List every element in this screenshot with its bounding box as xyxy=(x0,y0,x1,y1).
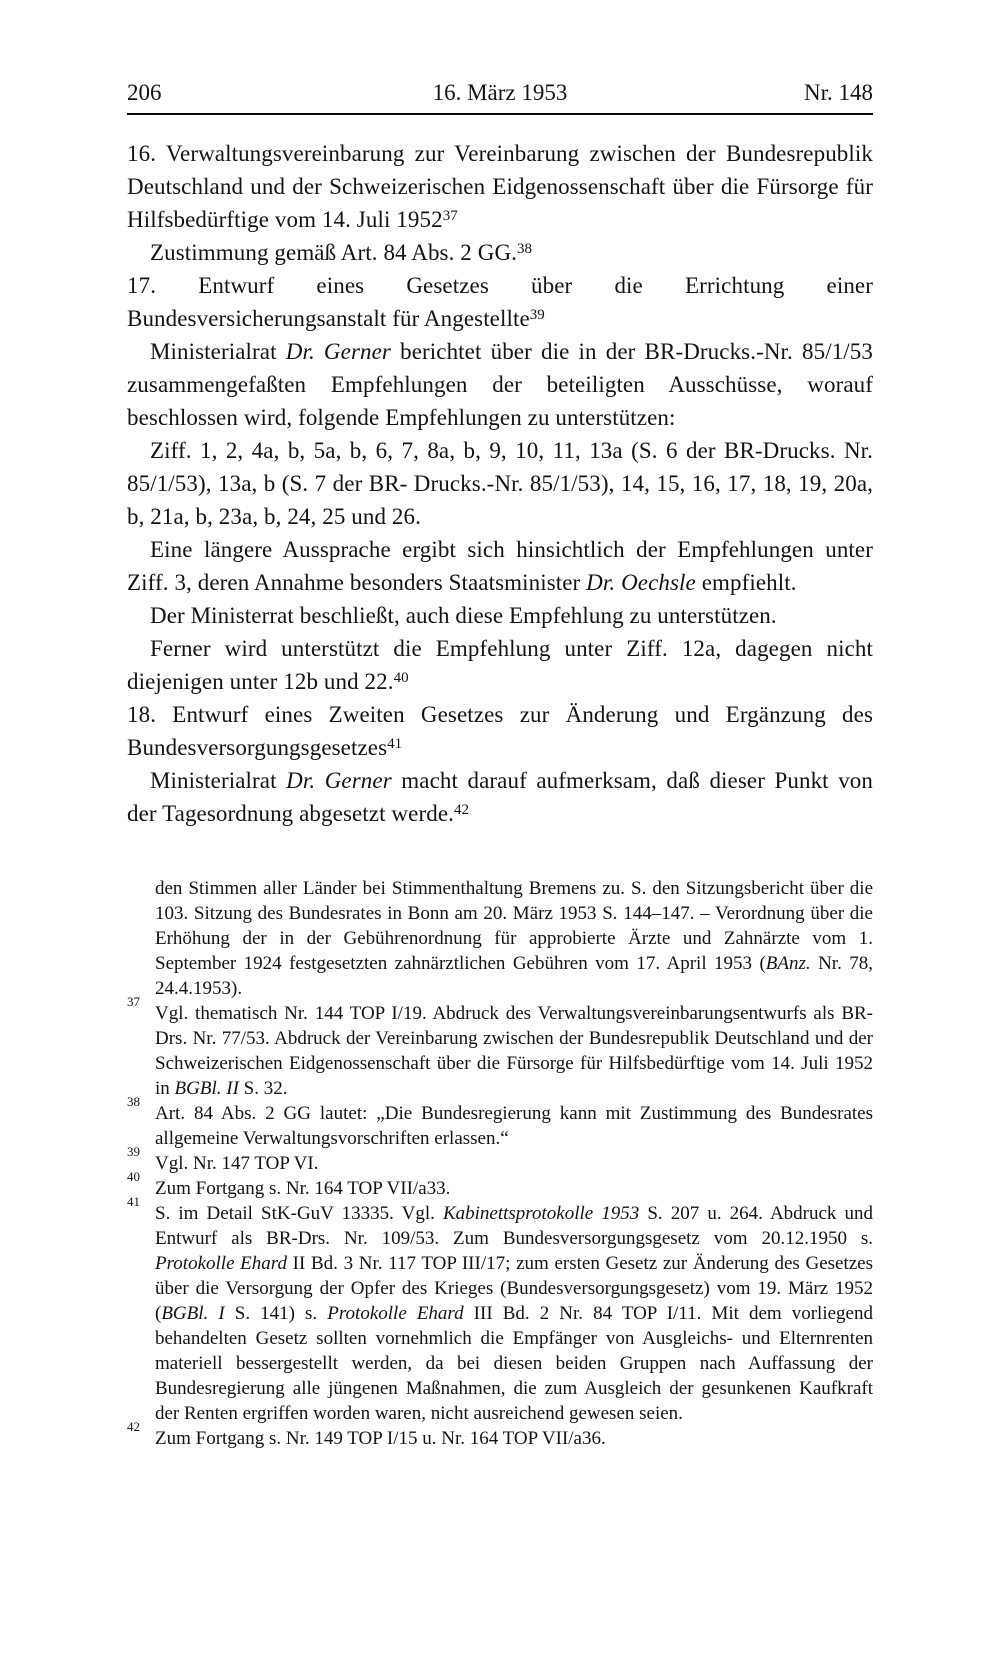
italic-text: Dr. Gerner xyxy=(286,768,392,793)
footnote-text: Vgl. Nr. 147 TOP VI. xyxy=(155,1153,319,1174)
footnote: 37 Vgl. thematisch Nr. 144 TOP I/19. Abdruck des Verwaltungsvereinbarungsentwurfs als BR-Drs. Nr. 77/53. Abdruck der Vereinbarung zwischen der Bundesrepublik Deutschland und der Schweizerischen Eidgenossenschaft über die Fürsorge für Hilfsbedürftige vom 14. Juli 1952 in BGBl. II S. 32. xyxy=(127,994,873,1099)
footnote-text: Art. 84 Abs. 2 GG lautet: „Die Bundesregierung kann mit Zustimmung des Bundesrates allgemeine Verwaltungsvorschriften erlassen.“ xyxy=(155,1103,873,1149)
footnote-reference: 42 xyxy=(453,802,469,818)
header-rule xyxy=(127,113,873,115)
page-content xyxy=(127,0,873,1451)
body-paragraph: Ministerialrat Dr. Gerner berichtet über die in der BR-Drucks.-Nr. 85/1/53 zusammengefaßten Empfehlungen der beteiligten Ausschüsse, worauf beschlossen wird, folgende Empfehlungen zu unterstützen: xyxy=(127,339,873,430)
footnote xyxy=(127,876,873,1001)
italic-text: BGBl. I xyxy=(161,1303,225,1324)
footnotes-section xyxy=(127,876,873,1451)
footnote-reference: 39 xyxy=(529,307,545,323)
body-paragraph: Ministerialrat Dr. Gerner macht darauf aufmerksam, daß dieser Punkt von der Tagesordnung abgesetzt werde.$^{42}$ xyxy=(127,768,874,826)
footnote-text: Zum Fortgang s. Nr. 149 TOP I/15 u. Nr. 164 TOP VII/a36. xyxy=(155,1428,606,1449)
footnote-reference: 37 xyxy=(442,208,458,224)
body-paragraph: Eine längere Aussprache ergibt sich hinsichtlich der Empfehlungen unter Ziff. 3, deren Annahme besonders Staatsminister Dr. Oechsle empfiehlt. xyxy=(127,537,873,595)
footnote-text: Zum Fortgang s. Nr. 164 TOP VII/a33. xyxy=(155,1178,451,1199)
agenda-item-paragraph: 16. Verwaltungsvereinbarung zur Vereinbarung zwischen der Bundesrepublik Deutschland und der Schweizerischen Eidgenossenschaft über die Fürsorge für Hilfsbedürftige vom 14. Juli 1952$^{37}$ xyxy=(127,141,873,232)
italic-text: Kabinettsprotokolle 1953 xyxy=(442,1203,640,1224)
italic-text: BGBl. II xyxy=(174,1078,239,1099)
footnote-text: den Stimmen aller Länder bei Stimmenthaltung Bremens zu. S. den Sitzungsbericht über die 103. Sitzung des Bundesrates in Bonn am 20. März 1953 S. 144–147. – Verordnung über die Erhöhung der in der Gebührenordnung für approbierte Ärzte und Zahnärzte vom 1. September 1924 festgesetzten zahnärztlichen Gebühren vom 17. April 1953 (BAnz. Nr. 78, 24.4.1953). xyxy=(155,878,873,999)
agenda-item-paragraph: 17. Entwurf eines Gesetzes über die Errichtung einer Bundesversicherungsanstalt für Angestellte$^{39}$ xyxy=(127,273,873,331)
footnote: 42 Zum Fortgang s. Nr. 149 TOP I/15 u. Nr. 164 TOP VII/a36. xyxy=(127,1419,606,1449)
body-paragraph: Ziff. 1, 2, 4a, b, 5a, b, 6, 7, 8a, b, 9, 10, 11, 13a (S. 6 der BR-Drucks. Nr. 85/1/53), 13a, b (S. 7 der BR- Drucks.-Nr. 85/1/53), 14, 15, 16, 17, 18, 19, 20a, b, 21a, b, 23a, b, 24, 25 und 26. xyxy=(127,438,873,529)
footnote-text: S. im Detail StK-GuV 13335. Vgl. Kabinettsprotokolle 1953 S. 207 u. 264. Abdruck und Entwurf als BR-Drs. Nr. 109/53. Zum Bundesversorgungsgesetz vom 20.12.1950 s. Protokolle Ehard II Bd. 3 Nr. 117 TOP III/17; zum ersten Gesetz zur Änderung des Gesetzes über die Versorgung der Opfer des Krieges (Bundesversorgungsgesetz) vom 19. März 1952 (BGBl. I S. 141) s. Protokolle Ehard III Bd. 2 Nr. 84 TOP I/11. Mit dem vorliegend behandelten Gesetz sollten vornehmlich die Empfänger von Ausgleichs- und Elternrenten materiell bessergestellt werden, da bei diesen beiden Gruppen nach Auffassung der Bundesregierung alle jüngenen Maßnahmen, die zum Ausgleich der gesunkenen Kaufkraft der Renten ergriffen worden waren, nicht ausreichend gewesen seien. xyxy=(155,1203,874,1424)
footnote-reference: 41 xyxy=(387,736,403,752)
italic-text: BAnz. xyxy=(765,953,811,974)
footnote: 39 Vgl. Nr. 147 TOP VI. xyxy=(127,1144,319,1174)
footnote-text: Vgl. thematisch Nr. 144 TOP I/19. Abdruck des Verwaltungsvereinbarungsentwurfs als BR-Drs. Nr. 77/53. Abdruck der Vereinbarung zwischen der Bundesrepublik Deutschland und der Schweizerischen Eidgenossenschaft über die Fürsorge für Hilfsbedürftige vom 14. Juli 1952 in BGBl. II S. 32. xyxy=(155,1003,873,1099)
body-text xyxy=(127,137,873,830)
italic-text: Protokolle Ehard xyxy=(327,1303,464,1324)
footnote: 38 Art. 84 Abs. 2 GG lautet: „Die Bundesregierung kann mit Zustimmung des Bundesrates allgemeine Verwaltungsvorschriften erlassen.“ xyxy=(127,1094,873,1149)
header-date: 16. März 1953 xyxy=(432,80,568,105)
agenda-item-paragraph: 18. Entwurf eines Zweiten Gesetzes zur Änderung und Ergänzung des Bundesversorgungsgesetzes$^{41}$ xyxy=(127,702,873,760)
header-issue-number: Nr. 148 xyxy=(804,80,873,105)
body-paragraph: Zustimmung gemäß Art. 84 Abs. 2 GG.$^{38}$ xyxy=(150,240,533,265)
italic-text: Protokolle Ehard xyxy=(155,1253,287,1274)
body-paragraph: Der Ministerrat beschließt, auch diese Empfehlung zu unterstützen. xyxy=(150,603,777,628)
italic-text: Dr. Gerner xyxy=(285,339,391,364)
page-number: 206 xyxy=(127,80,162,105)
footnote-reference: 38 xyxy=(517,241,533,257)
footnote-reference: 40 xyxy=(393,670,409,686)
body-paragraph: Ferner wird unterstützt die Empfehlung unter Ziff. 12a, dagegen nicht diejenigen unter 12b und 22.40 xyxy=(127,636,873,694)
footnote: 40 Zum Fortgang s. Nr. 164 TOP VII/a33. xyxy=(127,1169,451,1199)
footnote: 41 S. im Detail StK-GuV 13335. Vgl. Kabinettsprotokolle 1953 S. 207 u. 264. Abdruck und Entwurf als BR-Drs. Nr. 109/53. Zum Bundesversorgungsgesetz vom 20.12.1950 s. Protokolle Ehard II Bd. 3 Nr. 117 TOP III/17; zum ersten Gesetz zur Änderung des Gesetzes über die Versorgung der Opfer des Krieges (Bundesversorgungsgesetz) vom 19. März 1952 (BGBl. I S. 141) s. Protokolle Ehard III Bd. 2 Nr. 84 TOP I/11. Mit dem vorliegend behandelten Gesetz sollten vornehmlich die Empfänger von Ausgleichs- und Elternrenten materiell bessergestellt werden, da bei diesen beiden Gruppen nach Auffassung der Bundesregierung alle jüngenen Maßnahmen, die zum Ausgleich der gesunkenen Kaufkraft der Renten ergriffen worden waren, nicht ausreichend gewesen seien. xyxy=(127,1194,874,1424)
page-header xyxy=(127,0,873,105)
italic-text: Dr. Oechsle xyxy=(586,570,696,595)
